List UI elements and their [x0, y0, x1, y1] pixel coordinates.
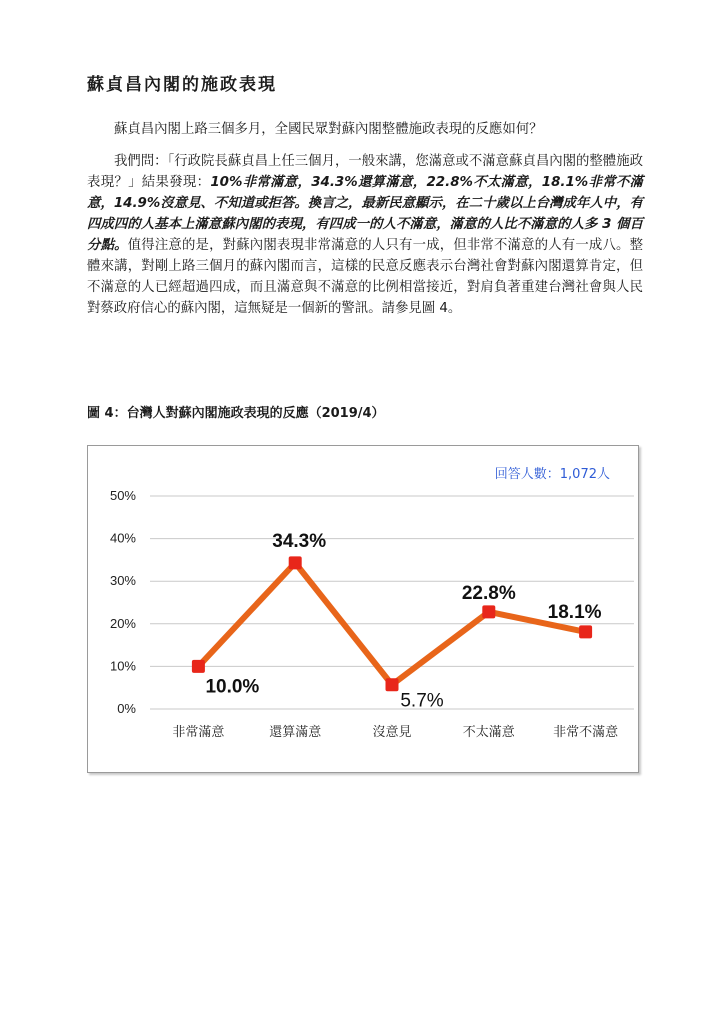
data-point-marker [289, 556, 302, 569]
section-title: 蘇貞昌內閣的施政表現 [87, 75, 277, 95]
y-tick-label: 0% [117, 701, 136, 716]
x-category-label: 非常不滿意 [553, 724, 619, 739]
para-summary: 換言之，最新民意顯示，在二十歲以上台灣成年人中，有四成四的人基本上滿意蘇內閣的表現，有四成一的人不滿意，滿意的人比不滿意的人多 3 個百分點。 [87, 196, 643, 253]
x-category-label: 非常滿意 [172, 724, 225, 739]
data-point-marker [482, 605, 495, 618]
data-point-marker [579, 625, 592, 638]
data-label: 5.7% [400, 690, 444, 712]
results-paragraph [87, 151, 643, 319]
figure-caption: 圖 4：台灣人對蘇內閣施政表現的反應（2019/4） [87, 406, 385, 421]
y-tick-label: 30% [109, 573, 136, 589]
data-point-marker [192, 660, 205, 673]
y-tick-label: 50% [109, 488, 136, 503]
x-category-label: 還算滿意 [269, 724, 322, 739]
question-text: 蘇貞昌內閣上路三個多月，全國民眾對蘇內閣整體施政表現的反應如何？ [114, 122, 543, 137]
line-chart [88, 446, 638, 772]
x-category-label: 不太滿意 [462, 724, 515, 739]
data-label: 34.3% [272, 530, 327, 552]
y-tick-label: 10% [109, 658, 136, 674]
data-point-marker [386, 678, 399, 691]
data-label: 22.8% [461, 582, 516, 604]
intro-question [87, 119, 643, 140]
data-label: 18.1% [547, 601, 602, 623]
y-tick-label: 20% [109, 615, 136, 631]
data-label: 10.0% [205, 676, 260, 698]
y-tick-label: 40% [109, 530, 136, 546]
respondents-count: 回答人數：1,072人 [494, 467, 610, 482]
chart-frame [87, 445, 639, 773]
para-results-stats: 10%非常滿意，34.3%還算滿意，22.8%不太滿意，18.1%非常不滿意，14.9%沒意見、不知道或拒答。 [87, 175, 644, 211]
para-analysis: 值得注意的是，對蘇內閣表現非常滿意的人只有一成，但非常不滿意的人有一成八。整體來講，對剛上路三個月的蘇內閣而言，這樣的民意反應表示台灣社會對蘇內閣還算肯定，但不滿意的人已經超過四成，而且滿意與不滿意的比例相當接近，對肩負著重建台灣社會與人民對蔡政府信心的蘇內閣，這無疑是一個新的警訊。請參見圖 4。 [87, 238, 644, 316]
para-sentence-1: 我們問：「行政院長蘇貞昌上任三個月，一般來講，您滿意或不滿意蘇貞昌內閣的整體施政表現？」結果發現： [87, 154, 643, 190]
x-category-label: 沒意見 [372, 724, 412, 739]
